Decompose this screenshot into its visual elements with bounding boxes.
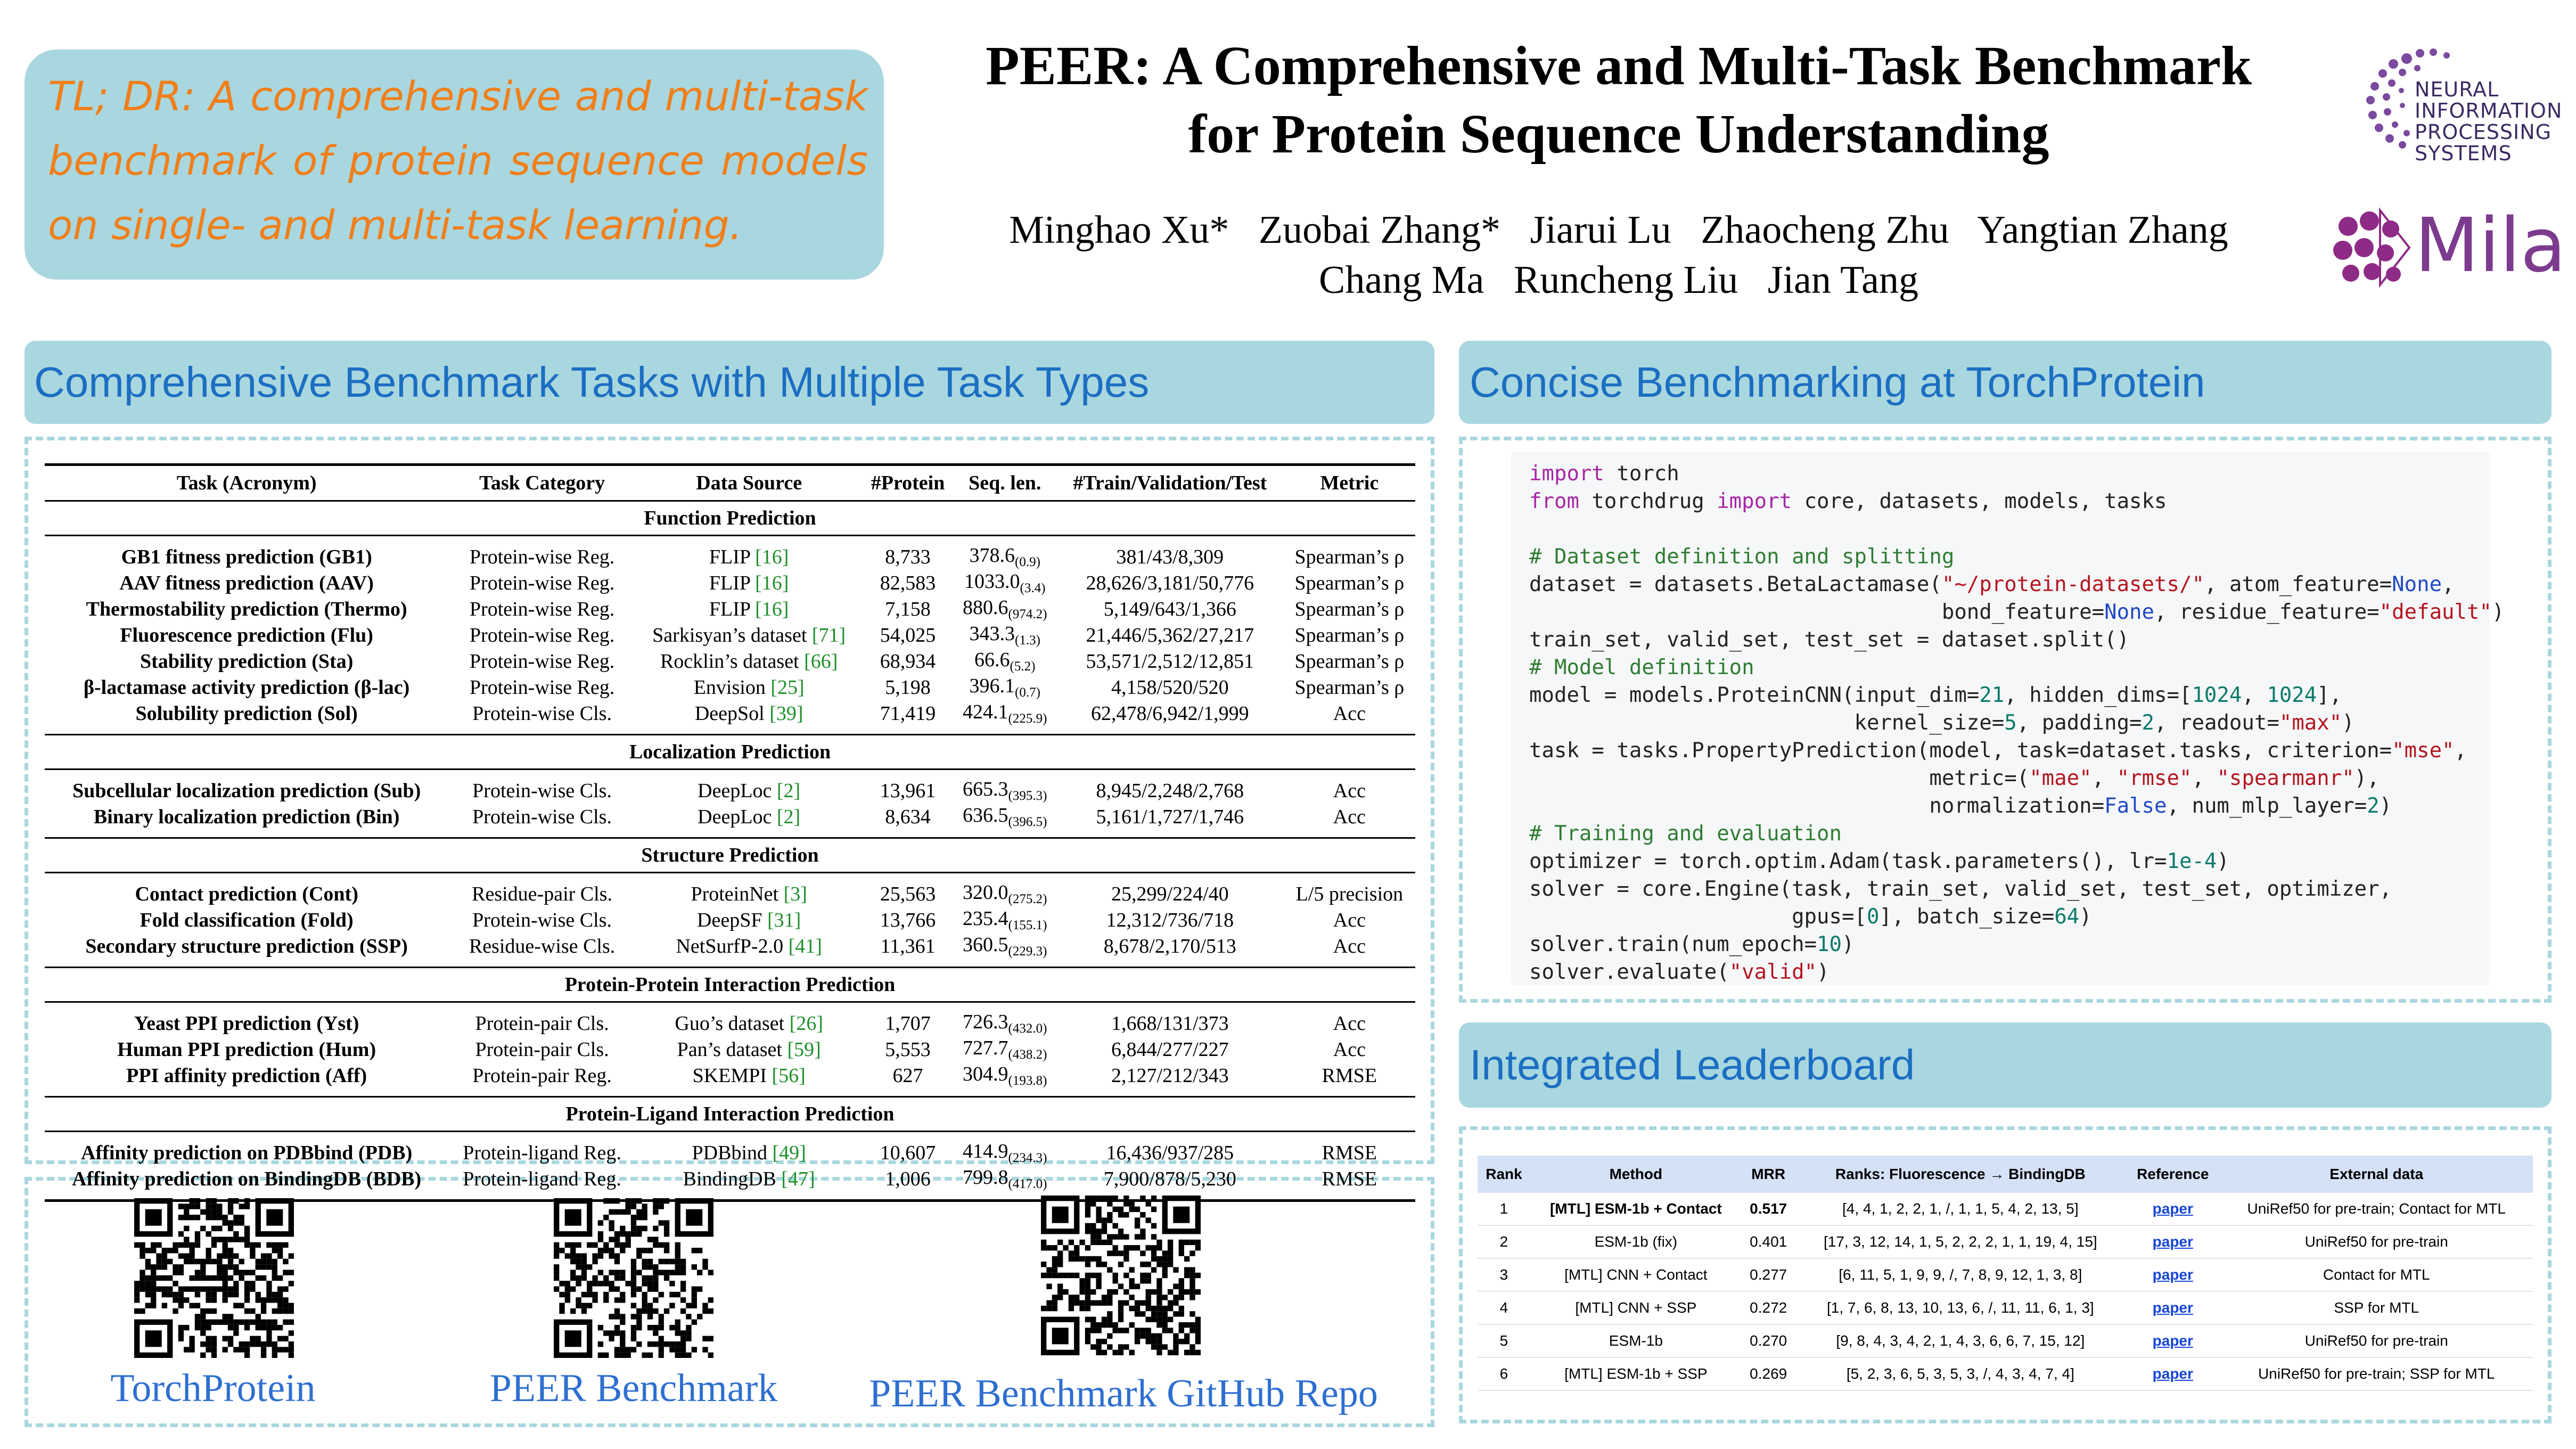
citation: [47] [781,1167,815,1190]
title-line-1: PEER: A Comprehensive and Multi-Task Benchmark [986,35,2252,96]
metric: Acc [1333,1012,1366,1035]
split-sizes: 5,161/1,727/1,746 [1056,804,1284,838]
sequence-length-sd: (155.1) [1008,918,1047,932]
task-name: Thermostability prediction (Thermo) [86,597,407,620]
external-data: SSP for MTL [2220,1291,2533,1324]
data-source: Pan’s dataset [59] [677,1038,821,1061]
split-sizes: 1,668/131/373 [1111,1012,1229,1035]
protein-count: 13,961 [880,779,936,802]
sequence-length-sd: (234.3) [1008,1151,1047,1165]
benchmark-table-header-row [45,465,1415,501]
split-sizes: 5,149/643/1,366 [1103,597,1236,620]
task-category: Protein-wise Reg. [469,676,615,699]
mrr-value: 0.272 [1742,1291,1795,1324]
leaderboard-header-row [1478,1156,2533,1193]
citation: [16] [755,545,789,568]
leaderboard-column-header: Ranks: Fluorescence → BindingDB [1795,1156,2126,1193]
authors-line-1: Minghao Xu* Zuobai Zhang* Jiarui Lu Zhaocheng Zhu Yangtian Zhang [1009,208,2228,252]
sequence-length: $320.0_{(275.2)}$ [963,881,1047,906]
method-name: [MTL] ESM-1b + Contact [1530,1193,1742,1225]
task-category: Protein-wise Cls. [472,908,612,931]
sequence-length-sd: (0.7) [1015,685,1040,700]
protein-count: 1,707 [885,1012,931,1035]
benchmark-row [45,1166,1415,1201]
benchmark-table-body [45,501,1415,1201]
task-name: Secondary structure prediction (SSP) [45,933,448,968]
task-category: Residue-pair Cls. [472,882,612,905]
sequence-length-sd: (275.2) [1008,892,1047,906]
protein-count: 5,553 [885,1038,931,1061]
rank: 5 [1478,1324,1530,1357]
metric: Acc [1333,908,1366,931]
citation: [41] [788,935,822,957]
task-category: Protein-wise Reg. [469,545,615,568]
task-category: Protein-ligand Reg. [463,1141,621,1164]
split-sizes: 7,900/878/5,230 [1056,1166,1284,1201]
data-source: PDBbind [49] [692,1141,806,1164]
poster-title [916,32,2321,168]
task-category: Protein-wise Cls. [448,804,636,838]
benchmark-row [45,674,1415,700]
split-sizes: 28,626/3,181/50,776 [1086,571,1254,594]
sequence-length: $343.3_{(1.3)}$ [969,623,1040,648]
mrr-value: 0.269 [1742,1357,1795,1390]
data-source: FLIP [16] [709,571,789,594]
citation: [2] [776,805,801,828]
task-category: Protein-wise Reg. [469,650,615,673]
neurips-logo-text: NEURAL INFORMATION PROCESSING SYSTEMS [2415,78,2563,165]
task-category: Protein-pair Cls. [475,1012,609,1035]
data-source: FLIP [16] [709,545,789,568]
leaderboard-row [1478,1258,2533,1291]
benchmark-column-header: Task (Acronym) [45,465,448,501]
protein-count: 10,607 [880,1141,936,1164]
sequence-length: $414.9_{(234.3)}$ [963,1140,1047,1165]
data-source: DeepLoc [2] [698,779,801,802]
data-source: Rocklin’s dataset [66] [660,650,838,673]
task-name: Affinity prediction on PDBbind (PDB) [81,1141,413,1164]
citation: [16] [755,597,789,620]
benchmark-column-header: #Protein [863,465,954,501]
sequence-length: $304.9_{(193.8)}$ [954,1062,1056,1097]
sequence-length-sd: (225.9) [1008,711,1047,726]
benchmark-group-title: Localization Prediction [45,735,1415,769]
metric: Spearman’s ρ [1294,571,1405,594]
rank: 1 [1478,1193,1530,1225]
benchmark-row [45,933,1415,968]
sequence-length: $424.1_{(225.9)}$ [954,700,1056,735]
paper-link[interactable]: paper [2126,1291,2220,1324]
qr-code-github-repo[interactable] [1041,1196,1201,1355]
protein-count: 11,361 [863,933,954,968]
sequence-length: $636.5_{(396.5)}$ [954,804,1056,838]
benchmark-group-row [45,838,1415,873]
protein-count: 1,006 [863,1166,954,1201]
sequence-length: $726.3_{(432.0)}$ [963,1011,1047,1036]
protein-count: 5,198 [885,676,931,699]
sequence-length-sd: (432.0) [1008,1021,1047,1036]
task-ranks: [17, 3, 12, 14, 1, 5, 2, 2, 2, 1, 1, 19, 4, 15] [1795,1225,2126,1258]
metric: Acc [1284,804,1415,838]
benchmark-group-title: Protein-Protein Interaction Prediction [45,968,1415,1002]
benchmark-table [45,463,1415,1202]
metric: Acc [1284,933,1415,968]
mrr-value: 0.270 [1742,1324,1795,1357]
metric: Spearman’s ρ [1294,676,1405,699]
leaderboard-row [1478,1357,2533,1390]
method-name: ESM-1b (fix) [1530,1225,1742,1258]
benchmark-row [45,1132,1415,1166]
benchmark-row [45,769,1415,804]
task-category: Protein-wise Cls. [472,779,612,802]
sequence-length: $360.5_{(229.3)}$ [954,933,1056,968]
sequence-length: $235.4_{(155.1)}$ [963,907,1047,932]
benchmark-row [45,700,1415,735]
benchmark-row [45,622,1415,648]
data-source: FLIP [16] [709,597,789,620]
split-sizes: 62,478/6,942/1,999 [1056,700,1284,735]
sequence-length: $1033.0_{(3.4)}$ [964,570,1046,595]
task-name: Subcellular localization prediction (Sub) [72,779,421,802]
task-category: Residue-wise Cls. [448,933,636,968]
split-sizes: 6,844/277/227 [1111,1038,1229,1061]
data-source: NetSurfP-2.0 [41] [636,933,863,968]
task-name: Stability prediction (Sta) [140,650,354,673]
sequence-length-sd: (0.9) [1015,555,1040,569]
task-ranks: [4, 4, 1, 2, 2, 1, /, 1, 1, 5, 4, 2, 13, 5] [1795,1193,2126,1225]
leaderboard-column-header: MRR [1742,1156,1795,1193]
citation: [56] [772,1064,806,1087]
data-source: Envision [25] [693,676,805,699]
benchmark-group-row [45,501,1415,536]
sequence-length: $378.6_{(0.9)}$ [969,544,1040,569]
benchmark-row [45,1036,1415,1062]
protein-count: 8,634 [863,804,954,838]
task-category: Protein-pair Reg. [448,1062,636,1097]
paper-link[interactable]: paper [2126,1225,2220,1258]
metric: Acc [1333,1038,1366,1061]
benchmark-row [45,596,1415,622]
benchmark-group-row [45,735,1415,769]
mrr-value: 0.277 [1742,1258,1795,1291]
task-category: Protein-wise Reg. [469,571,615,594]
rank: 2 [1478,1225,1530,1258]
data-source: BindingDB [47] [636,1166,863,1201]
citation: [2] [776,779,801,802]
qr-label-github-repo[interactable]: PEER Benchmark GitHub Repo [869,1372,1378,1415]
benchmark-column-header: Seq. len. [954,465,1056,501]
benchmark-row [45,804,1415,838]
data-source: DeepSol [39] [636,700,863,735]
external-data: Contact for MTL [2220,1258,2533,1291]
split-sizes: 4,158/520/520 [1111,676,1229,699]
citation: [26] [789,1012,823,1035]
task-ranks: [1, 7, 6, 8, 13, 10, 13, 6, /, 11, 11, 6, 1, 3] [1795,1291,2126,1324]
sequence-length: $880.6_{(974.2)}$ [963,596,1047,621]
split-sizes: 8,945/2,248/2,768 [1096,779,1244,802]
sequence-length-sd: (193.8) [1008,1074,1047,1088]
method-name: ESM-1b [1530,1324,1742,1357]
leaderboard-body [1478,1193,2533,1390]
section-title-torchprotein: Concise Benchmarking at TorchProtein [1470,358,2205,406]
citation: [25] [770,676,805,699]
rank: 6 [1478,1357,1530,1390]
sequence-length-sd: (396.5) [1008,815,1047,829]
task-name: β-lactamase activity prediction (β-lac) [83,676,410,699]
leaderboard-row [1478,1324,2533,1357]
task-category: Protein-ligand Reg. [448,1166,636,1201]
sequence-length-sd: (438.2) [1008,1047,1047,1062]
external-data: UniRef50 for pre-train [2220,1225,2533,1258]
sequence-length: $66.6_{(5.2)}$ [974,649,1036,674]
leaderboard-column-header: Method [1530,1156,1742,1193]
benchmark-group-title: Structure Prediction [45,838,1415,873]
sequence-length-sd: (229.3) [1008,944,1047,959]
code-listing: import torch from torchdrug import core, datasets, models, tasks # Dataset definition and splitting dataset = datasets.BetaLactamase("~/protein-datasets/", atom_feature=None, bond_feature=None, residue_feature="default") train_set, valid_set, test_set = dataset.split() # Model definition model = models.ProteinCNN(input_dim=21, hidden_dims=[1024, 1024], kernel_size=5, padding=2, readout="max") task = tasks.PropertyPrediction(model, task=dataset.tasks, criterion="mse", metric=("mae", "rmse", "spearmanr"), normalization=False, num_mlp_layer=2) # Training and evaluation optimizer = torch.optim.Adam(task.parameters(), lr=1e-4) solver = core.Engine(task, train_set, valid_set, test_set, optimizer, gpus=[0], batch_size=64) solver.train(num_epoch=10) solver.evaluate("valid") [1529,462,2505,984]
benchmark-row [45,648,1415,674]
metric: RMSE [1284,1062,1415,1097]
paper-link[interactable]: paper [2126,1324,2220,1357]
protein-count: 8,733 [885,545,931,568]
citation: [71] [811,624,846,646]
tldr-text: TL; DR: A comprehensive and multi-task benchmark of protein sequence models on single- and multi-task learning. [48,72,868,249]
title-line-2: for Protein Sequence Understanding [1188,103,2049,165]
protein-count: 71,419 [863,700,954,735]
citation: [59] [787,1038,821,1061]
benchmark-group-row [45,968,1415,1002]
benchmark-group-row [45,1097,1415,1132]
rank: 4 [1478,1291,1530,1324]
method-name: [MTL] CNN + Contact [1530,1258,1742,1291]
split-sizes: 53,571/2,512/12,851 [1086,650,1254,673]
task-name: Human PPI prediction (Hum) [117,1038,376,1061]
task-name: Fluorescence prediction (Flu) [120,624,373,646]
benchmark-row [45,1062,1415,1097]
citation: [31] [767,908,801,931]
leaderboard-column-header: Rank [1478,1156,1530,1193]
sequence-length-sd: (5.2) [1010,659,1036,674]
split-sizes: 21,446/5,362/27,217 [1086,624,1254,646]
external-data: UniRef50 for pre-train [2220,1324,2533,1357]
benchmark-column-header: Metric [1284,465,1415,501]
paper-link[interactable]: paper [2126,1357,2220,1390]
benchmark-column-header: Task Category [448,465,636,501]
task-category: Protein-pair Cls. [475,1038,609,1061]
citation: [3] [783,882,807,905]
split-sizes: 381/43/8,309 [1116,545,1224,568]
split-sizes: 25,299/224/40 [1111,882,1229,905]
external-data: UniRef50 for pre-train; SSP for MTL [2220,1357,2533,1390]
task-category: Protein-wise Reg. [469,624,615,646]
paper-link[interactable]: paper [2126,1258,2220,1291]
leaderboard-table [1478,1156,2533,1391]
task-name: Contact prediction (Cont) [135,882,358,905]
benchmark-group-title: Protein-Ligand Interaction Prediction [45,1097,1415,1132]
benchmark-row [45,1002,1415,1037]
leaderboard-row [1478,1225,2533,1258]
mila-logo-text: Mila [2415,202,2566,289]
data-source: ProteinNet [3] [691,882,807,905]
split-sizes: 12,312/736/718 [1106,908,1234,931]
task-name: GB1 fitness prediction (GB1) [121,545,372,568]
protein-count: 627 [863,1062,954,1097]
metric: Acc [1333,779,1366,802]
method-name: [MTL] ESM-1b + SSP [1530,1357,1742,1390]
paper-link[interactable]: paper [2126,1193,2220,1225]
metric: Spearman’s ρ [1294,650,1405,673]
benchmark-row [45,907,1415,933]
section-title-benchmark: Comprehensive Benchmark Tasks with Multiple Task Types [34,358,1150,406]
qr-code-peer-benchmark[interactable] [554,1198,713,1358]
authors-line-2: Chang Ma Runcheng Liu Jian Tang [1319,258,1918,302]
sequence-length: $727.7_{(438.2)}$ [963,1037,1047,1062]
split-sizes: 16,436/937/285 [1106,1141,1234,1164]
sequence-length-sd: (395.3) [1008,789,1047,803]
qr-label-torchprotein[interactable]: TorchProtein [110,1366,316,1410]
external-data: UniRef50 for pre-train; Contact for MTL [2220,1193,2533,1225]
task-ranks: [5, 2, 3, 6, 5, 3, 5, 3, /, 4, 3, 4, 7, 4] [1795,1357,2126,1390]
sequence-length-sd: (1.3) [1015,633,1040,648]
qr-code-torchprotein[interactable] [134,1198,294,1358]
task-category: Protein-wise Cls. [448,700,636,735]
citation: [66] [804,650,838,673]
metric: RMSE [1284,1166,1415,1201]
citation: [16] [755,571,789,594]
sequence-length: $396.1_{(0.7)}$ [969,675,1040,700]
leaderboard-column-header: External data [2220,1156,2533,1193]
task-name: Fold classification (Fold) [140,908,354,931]
data-source: DeepLoc [2] [636,804,863,838]
metric: Acc [1284,700,1415,735]
benchmark-column-header: Data Source [636,465,863,501]
task-name: Binary localization prediction (Bin) [45,804,448,838]
task-name: PPI affinity prediction (Aff) [45,1062,448,1097]
metric: Spearman’s ρ [1294,624,1405,646]
section-title-leaderboard: Integrated Leaderboard [1470,1041,1915,1088]
code-block [1511,452,2505,985]
benchmark-row [45,570,1415,596]
metric: Spearman’s ρ [1294,545,1405,568]
rank: 3 [1478,1258,1530,1291]
task-name: Affinity prediction on BindingDB (BDB) [45,1166,448,1201]
task-name: Yeast PPI prediction (Yst) [134,1012,359,1035]
data-source: Guo’s dataset [26] [675,1012,823,1035]
benchmark-row [45,536,1415,570]
metric: L/5 precision [1295,882,1404,905]
mrr-value: 0.401 [1742,1225,1795,1258]
mrr-value: 0.517 [1742,1193,1795,1225]
data-source: DeepSF [31] [697,908,801,931]
citation: [49] [772,1141,806,1164]
citation: [39] [769,702,803,725]
leaderboard-row [1478,1291,2533,1324]
benchmark-column-header: #Train/Validation/Test [1056,465,1284,501]
sequence-length: $665.3_{(395.3)}$ [963,778,1047,803]
data-source: Sarkisyan’s dataset [71] [652,624,846,646]
protein-count: 7,158 [885,597,931,620]
task-category: Protein-wise Reg. [469,597,615,620]
method-name: [MTL] CNN + SSP [1530,1291,1742,1324]
benchmark-row [45,873,1415,907]
task-name: Solubility prediction (Sol) [45,700,448,735]
leaderboard-row [1478,1193,2533,1225]
benchmark-group-title: Function Prediction [45,501,1415,536]
task-ranks: [6, 11, 5, 1, 9, 9, /, 7, 8, 9, 12, 1, 3, 8] [1795,1258,2126,1291]
sequence-length: $799.8_{(417.0)}$ [954,1166,1056,1201]
protein-count: 25,563 [880,882,936,905]
leaderboard-column-header: Reference [2126,1156,2220,1193]
sequence-length-sd: (974.2) [1008,607,1047,621]
split-sizes: 2,127/212/343 [1056,1062,1284,1097]
metric: Spearman’s ρ [1294,597,1405,620]
task-name: AAV fitness prediction (AAV) [119,571,374,594]
qr-label-peer-benchmark[interactable]: PEER Benchmark [489,1366,778,1410]
protein-count: 54,025 [880,624,936,646]
sequence-length-sd: (417.0) [1008,1177,1047,1191]
split-sizes: 8,678/2,170/513 [1056,933,1284,968]
protein-count: 68,934 [880,650,936,673]
task-ranks: [9, 8, 4, 3, 4, 2, 1, 4, 3, 6, 6, 7, 15, 12] [1795,1324,2126,1357]
protein-count: 82,583 [880,571,936,594]
protein-count: 13,766 [880,908,936,931]
sequence-length-sd: (3.4) [1020,581,1046,595]
data-source: SKEMPI [56] [636,1062,863,1097]
metric: RMSE [1322,1141,1377,1164]
